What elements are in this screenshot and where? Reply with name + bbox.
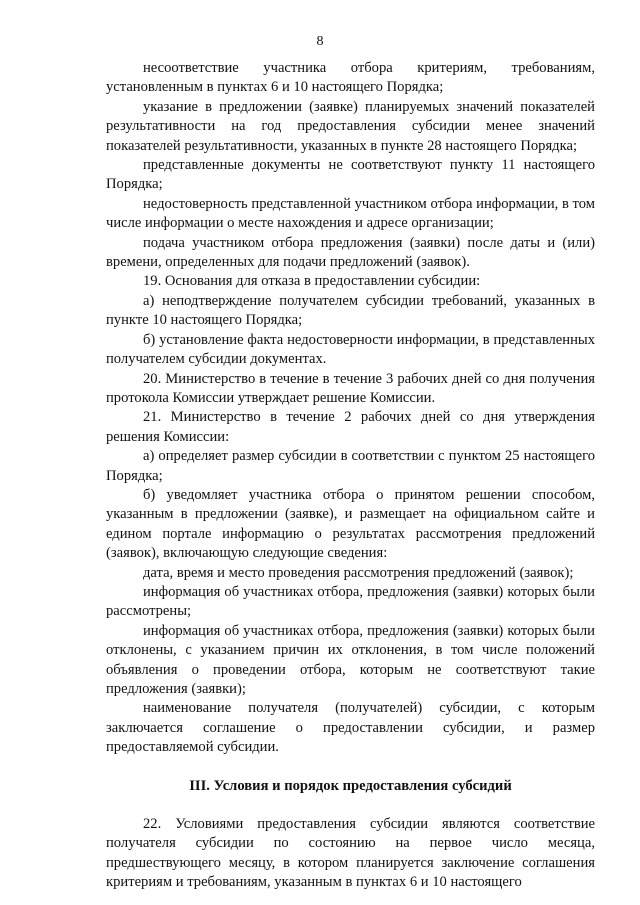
paragraph: информация об участниках отбора, предложения (заявки) которых были рассмотрены; [106, 583, 595, 620]
paragraph: информация об участниках отбора, предложения (заявки) которых были отклонены, с указанием причин их отклонения, в том числе положений объявления о проведении отбора, которым не соответствуют такие предложения (заявки); [106, 622, 595, 697]
paragraph: подача участником отбора предложения (заявки) после даты и (или) времени, определенных для подачи предложений (заявок). [106, 234, 595, 271]
paragraph: наименование получателя (получателей) субсидии, с которым заключается соглашение о предоставлении субсидии, и размер предоставляемой субсидии. [106, 700, 595, 756]
page-number: 8 [316, 34, 324, 49]
paragraph: б) установление факта недостоверности информации, в представленных получателем субсидии документах. [106, 331, 595, 368]
paragraph: 20. Министерство в течение в течение 3 рабочих дней со дня получения протокола Комиссии утверждает решение Комиссии. [106, 370, 595, 406]
paragraph: 21. Министерство в течение 2 рабочих дней со дня утверждения решения Комиссии: [106, 409, 595, 445]
section-heading: III. Условия и порядок предоставления субсидий [189, 777, 512, 794]
paragraph: недостоверность представленной участником отбора информации, в том числе информации о месте нахождения и адресе организации; [106, 195, 595, 232]
paragraph: несоответствие участника отбора критериям, требованиям, установленным в пунктах 6 и 10 настоящего Порядка; [106, 60, 595, 96]
paragraph: представленные документы не соответствуют пункту 11 настоящего Порядка; [106, 157, 595, 193]
paragraph: дата, время и место проведения рассмотрения предложений (заявок); [143, 564, 574, 581]
paragraph: а) определяет размер субсидии в соответствии с пунктом 25 настоящего Порядка; [106, 448, 595, 484]
paragraph: 22. Условиями предоставления субсидии являются соответствие получателя субсидии по состоянию на первое число месяца, предшествующего месяцу, в котором планируется заключение соглашения критериям и требованиям, указанным в пунктах 6 и 10 настоящего [106, 816, 595, 891]
paragraph: а) неподтверждение получателем субсидии требований, указанных в пункте 10 настоящего Порядка; [106, 292, 595, 329]
paragraph: указание в предложении (заявке) планируемых значений показателей результативности на год предоставления субсидии менее значений показателей результативности, указанных в пункте 28 настоящего Порядка; [106, 98, 595, 154]
document-body [106, 59, 595, 893]
paragraph: б) уведомляет участника отбора о принятом решении способом, указанным в предложении (заявке), и размещает на официальном сайте и едином портале информацию о результатах рассмотрения предложений (заявок), включающую следующие сведения: [106, 486, 595, 562]
paragraph: 19. Основания для отказа в предоставлении субсидии: [143, 273, 481, 290]
